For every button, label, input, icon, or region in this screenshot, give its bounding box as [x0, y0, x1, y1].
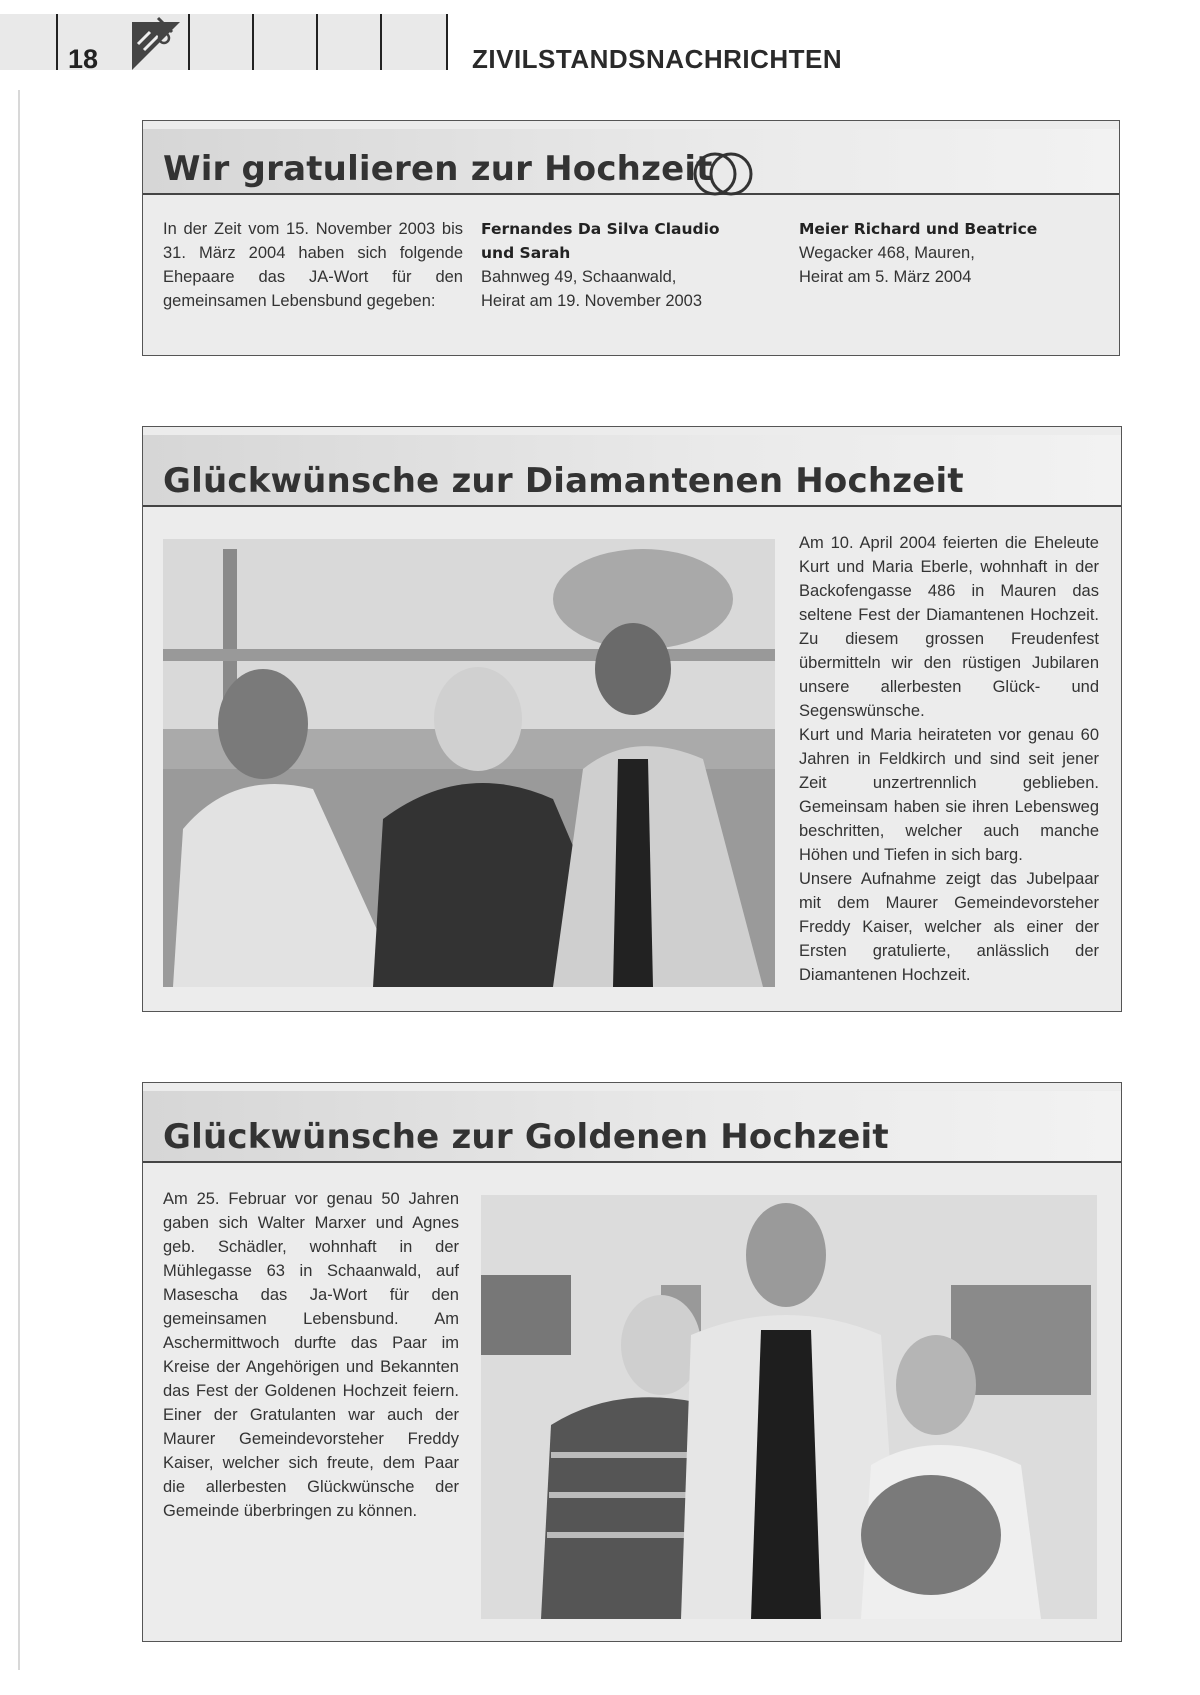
couple-2-date: Heirat am 5. März 2004 [799, 268, 972, 286]
couple-1-names: Fernandes Da Silva Claudio [481, 220, 720, 238]
golden-box [142, 1082, 1122, 1642]
couple-2-names: Meier Richard und Beatrice [799, 220, 1038, 238]
header-divider [446, 14, 448, 70]
couple-1-address: Bahnweg 49, Schaanwald, [481, 268, 677, 286]
left-margin-rule [18, 90, 20, 1670]
couple-1-names-cont: und Sarah [481, 244, 571, 262]
diamond-paragraph: Unsere Aufnahme zeigt das Jubelpaar mit dem Maurer Gemeindevorsteher Freddy Kaiser, welcher als einer der Ersten gratulierte, anlässlich der Diamantenen Hochzeit. [799, 870, 1099, 984]
couple-2 [799, 217, 1099, 289]
title-rule [143, 505, 1121, 507]
diamond-title-bar [143, 435, 1121, 507]
diamond-paragraph: Am 10. April 2004 feierten die Eheleute Kurt und Maria Eberle, wohnhaft in der Backofengasse 486 in Mauren das seltene Fest der Diamantenen Hochzeit. Zu diesem grossen Freudenfest übermitteln wir den rüstigen Jubilaren unsere allerbesten Glück- und Segenswünsche. [799, 534, 1099, 720]
wedding-box [142, 120, 1120, 356]
header-divider [252, 14, 254, 70]
golden-text: Am 25. Februar vor genau 50 Jahren gaben sich Walter Marxer und Agnes geb. Schädler, wohnhaft in der Mühlegasse 63 in Schaanwald, auf Masescha das Ja-Wort für den gemeinsamen Lebensbund. Am Aschermittwoch durfte das Paar im Kreise der Angehörigen und Bekannten das Fest der Goldenen Hochzeit feiern. Einer der Gratulanten war auch der Maurer Gemeindevorsteher Freddy Kaiser, welcher sich freute, dem Paar die allerbesten Glückwünsche der Gemeinde überbringen zu können. [163, 1190, 459, 1520]
diamond-text [799, 531, 1099, 987]
page-number: 18 [68, 44, 99, 74]
couple-2-address: Wegacker 468, Mauren, [799, 244, 975, 262]
title-rule [143, 193, 1119, 195]
golden-photo [481, 1195, 1097, 1619]
diamond-box [142, 426, 1122, 1012]
header-divider [188, 14, 190, 70]
section-title: ZIVILSTANDSNACHRICHTEN [472, 44, 843, 74]
diamond-photo [163, 539, 775, 987]
golden-title-bar [143, 1091, 1121, 1163]
page-header [0, 14, 1200, 74]
header-divider [380, 14, 382, 70]
title-rule [143, 1161, 1121, 1163]
header-divider [56, 14, 58, 70]
couple-1-date: Heirat am 19. November 2003 [481, 292, 703, 310]
header-divider [316, 14, 318, 70]
golden-title: Glückwünsche zur Goldenen Hochzeit [163, 1117, 889, 1157]
couple-1 [481, 217, 771, 313]
wedding-title: Wir gratulieren zur Hochzeit [163, 149, 713, 189]
wedding-rings-icon [691, 147, 755, 201]
wedding-intro: In der Zeit vom 15. November 2003 bis 31. März 2004 haben sich folgende Ehepaare das JA-Wort für den gemeinsamen Lebensbund gegeben: [163, 220, 463, 310]
wedding-title-bar [143, 129, 1119, 195]
municipal-crest-icon [128, 14, 184, 70]
diamond-paragraph: Kurt und Maria heirateten vor genau 60 Jahren in Feldkirch und sind seit jener Zeit unzertrennlich geblieben. Gemeinsam haben sie ihren Lebensweg beschritten, welcher auch manche Höhen und Tiefen in sich barg. [799, 726, 1099, 864]
diamond-title: Glückwünsche zur Diamantenen Hochzeit [163, 461, 964, 501]
